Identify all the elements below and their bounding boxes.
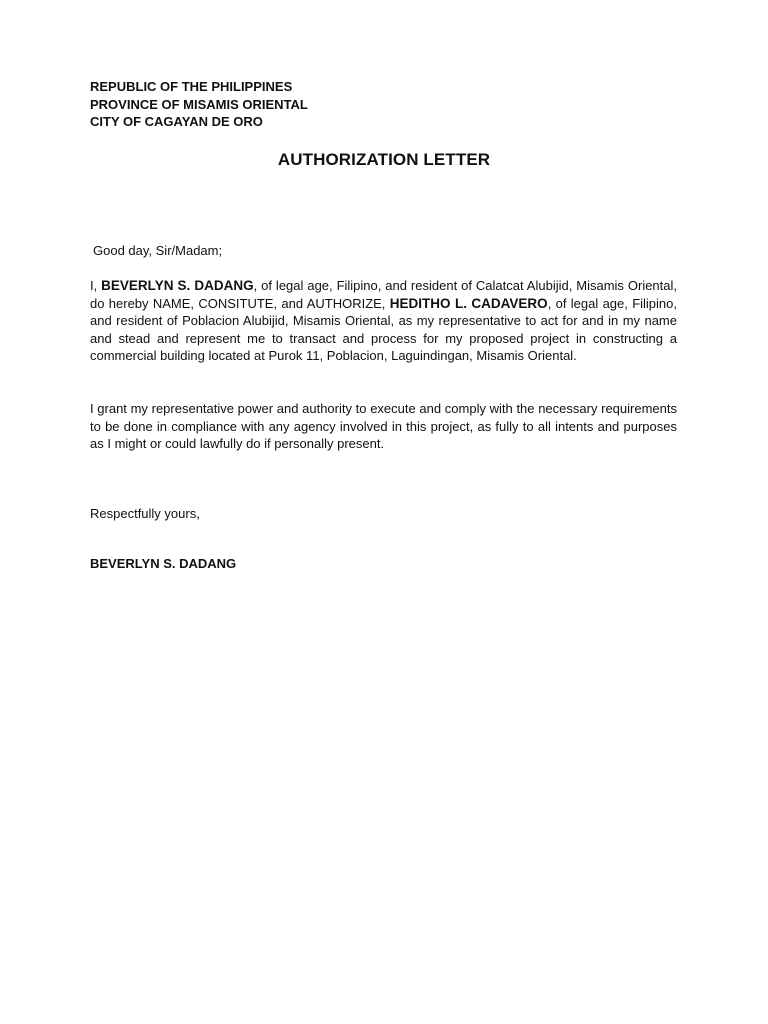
header-country: REPUBLIC OF THE PHILIPPINES [90,79,293,94]
signatory-name: BEVERLYN S. DADANG [90,556,237,571]
closing-line: Respectfully yours, [90,506,200,521]
body-paragraph-2: I grant my representative power and authority to execute and comply with the necessary requirements to be done in compliance with any agency involved in this project, as fully to all intents and purposes as I might or could lawfully do if personally present. [90,401,677,451]
greeting: Good day, Sir/Madam; [93,243,223,258]
header-city: CITY OF CAGAYAN DE ORO [90,114,263,129]
grantor-name: BEVERLYN S. DADANG [101,278,254,293]
representative-name: HEDITHO L. CADAVERO [389,295,548,311]
body-paragraph-1 [90,277,677,365]
header-province: PROVINCE OF MISAMIS ORIENTAL [90,96,308,112]
paragraph-1-suffix: , of legal age, Filipino, and resident of Poblacion Alubijid, Misamis Oriental, as my representative to act for and in my name and stead and represent me to transact and process for my proposed project in constructing a commercial building located at Purok 11, Poblacion, Laguindingan, Misamis Oriental. [90,295,677,363]
letter-header [90,78,308,131]
paragraph-1-prefix: I, [90,278,102,293]
paragraph-1-middle: , of legal age, Filipino, and resident of Calatcat Alubijid, Misamis Oriental, do hereby NAME, CONSITUTE, and AUTHORIZE, [90,278,678,311]
letter-title: AUTHORIZATION LETTER [277,150,491,169]
